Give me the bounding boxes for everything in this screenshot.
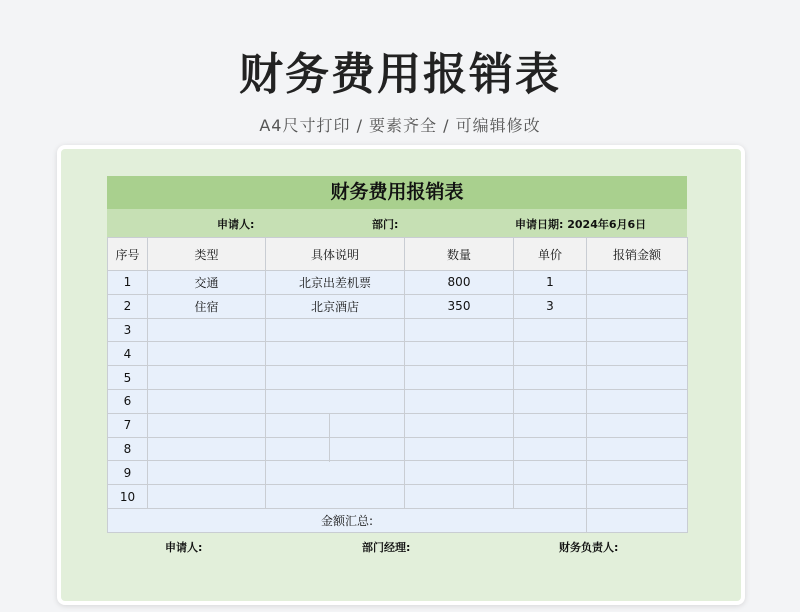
cell-quantity[interactable] [405,318,514,342]
table-row [108,294,688,318]
cell-type[interactable] [148,366,266,390]
cell-quantity[interactable] [405,461,514,485]
cell-description[interactable]: 北京出差机票 [266,271,405,295]
cell-amount[interactable] [587,318,688,342]
department-label: 部门: [372,218,399,231]
table-header-row [108,238,688,271]
cell-index: 5 [108,366,148,390]
cell-amount[interactable] [587,342,688,366]
table-row [108,461,688,485]
table-row [108,342,688,366]
cell-index: 1 [108,271,148,295]
cell-unit-price[interactable] [514,318,587,342]
cell-quantity[interactable]: 350 [405,294,514,318]
cell-unit-price[interactable] [514,413,587,437]
cell-unit-price[interactable] [514,485,587,509]
sheet-title: 财务费用报销表 [107,176,687,209]
footer-dept-manager: 部门经理: [362,540,411,554]
cell-type[interactable] [148,437,266,461]
table-row [108,413,688,437]
cell-amount[interactable] [587,366,688,390]
total-amount-cell[interactable] [587,508,688,532]
cell-amount[interactable] [587,461,688,485]
cell-description[interactable] [266,461,405,485]
footer-applicant: 申请人: [165,540,203,554]
cell-type[interactable] [148,318,266,342]
total-row [108,508,688,532]
cell-unit-price[interactable] [514,389,587,413]
cell-description[interactable] [266,437,405,461]
cell-description[interactable] [266,318,405,342]
cell-quantity[interactable] [405,413,514,437]
col-header-amount: 报销金额 [587,238,688,271]
cell-description[interactable] [266,485,405,509]
cell-unit-price[interactable] [514,366,587,390]
cell-type[interactable] [148,389,266,413]
cell-divider [329,414,330,462]
table-row [108,366,688,390]
cell-amount[interactable] [587,437,688,461]
cell-amount[interactable] [587,294,688,318]
cell-type[interactable]: 交通 [148,271,266,295]
cell-index: 4 [108,342,148,366]
table-row [108,485,688,509]
cell-type[interactable]: 住宿 [148,294,266,318]
cell-index: 6 [108,389,148,413]
col-header-unit-price: 单价 [514,238,587,271]
cell-unit-price[interactable] [514,461,587,485]
cell-index: 10 [108,485,148,509]
expense-sheet [107,176,687,559]
cell-type[interactable] [148,342,266,366]
cell-description[interactable] [266,413,405,437]
table-row [108,318,688,342]
page-title: 财务费用报销表 [239,49,561,100]
cell-quantity[interactable] [405,485,514,509]
cell-description[interactable]: 北京酒店 [266,294,405,318]
cell-unit-price[interactable] [514,437,587,461]
cell-amount[interactable] [587,413,688,437]
cell-quantity[interactable] [405,437,514,461]
cell-quantity[interactable] [405,366,514,390]
page-subtitle: A4尺寸打印 / 要素齐全 / 可编辑修改 [259,116,541,135]
col-header-quantity: 数量 [405,238,514,271]
cell-type[interactable] [148,413,266,437]
cell-unit-price[interactable]: 1 [514,271,587,295]
cell-index: 8 [108,437,148,461]
cell-quantity[interactable] [405,342,514,366]
table-row [108,389,688,413]
cell-amount[interactable] [587,389,688,413]
cell-unit-price[interactable]: 3 [514,294,587,318]
table-row [108,437,688,461]
date-label: 申请日期: 2024年6月6日 [515,218,647,231]
cell-description[interactable] [266,342,405,366]
cell-amount[interactable] [587,485,688,509]
footer-finance-lead: 财务负责人: [559,540,619,554]
total-label: 金额汇总: [108,508,587,532]
table-row [108,271,688,295]
cell-description[interactable] [266,366,405,390]
signature-row [107,533,687,559]
applicant-label: 申请人: [217,218,255,231]
cell-amount[interactable] [587,271,688,295]
expense-table [107,237,688,533]
cell-index: 9 [108,461,148,485]
cell-unit-price[interactable] [514,342,587,366]
cell-quantity[interactable]: 800 [405,271,514,295]
cell-description[interactable] [266,389,405,413]
col-header-index: 序号 [108,238,148,271]
cell-quantity[interactable] [405,389,514,413]
col-header-type: 类型 [148,238,266,271]
cell-index: 2 [108,294,148,318]
col-header-description: 具体说明 [266,238,405,271]
info-row [107,209,687,237]
cell-index: 3 [108,318,148,342]
cell-index: 7 [108,413,148,437]
cell-type[interactable] [148,461,266,485]
cell-type[interactable] [148,485,266,509]
